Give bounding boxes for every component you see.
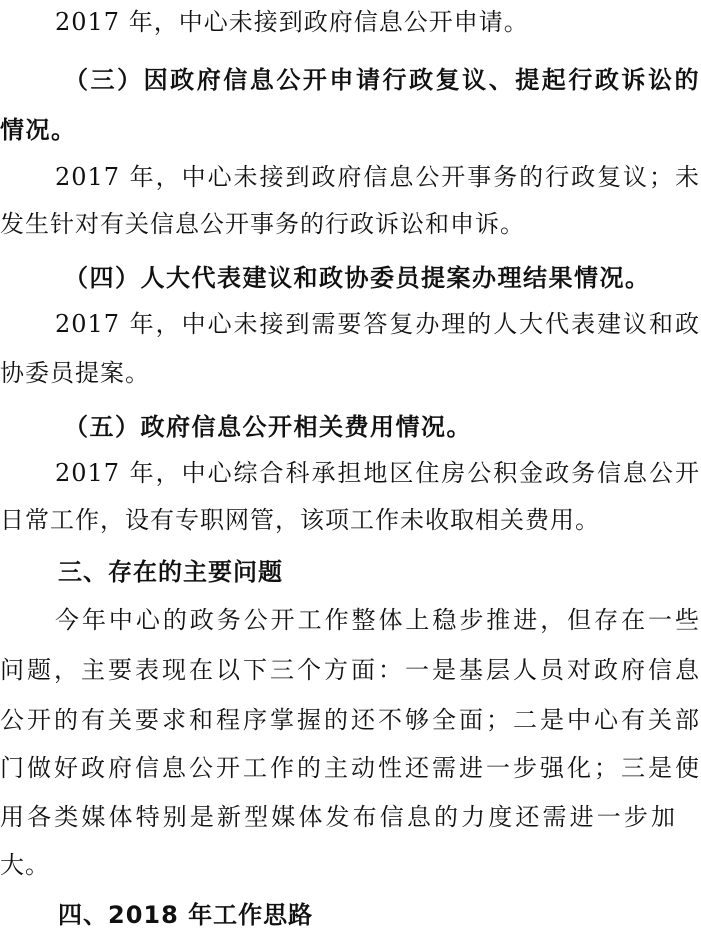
subsection-heading: （四）人大代表建议和政协委员提案办理结果情况。 — [64, 264, 651, 292]
paragraph-line: 大。 — [0, 851, 50, 879]
paragraph-line: 协委员提案。 — [0, 359, 150, 387]
paragraph-line: 门做好政府信息公开工作的主动性还需进一步强化；三是使 — [0, 754, 700, 782]
paragraph-line: 2017 年，中心未接到政府信息公开申请。 — [55, 8, 529, 36]
subsection-heading: （三）因政府信息公开申请行政复议、提起行政诉讼的 — [64, 66, 700, 94]
paragraph-line: 用各类媒体特别是新型媒体发布信息的力度还需进一步加 — [0, 803, 676, 831]
section-heading: 四、2018 年工作思路 — [58, 901, 314, 929]
subsection-heading-continued: 情况。 — [0, 116, 77, 144]
paragraph-line: 公开的有关要求和程序掌握的还不够全面；二是中心有关部 — [0, 706, 700, 734]
paragraph-line: 今年中心的政务公开工作整体上稳步推进，但存在一些 — [55, 606, 700, 634]
section-heading: 三、存在的主要问题 — [58, 558, 283, 586]
paragraph-line: 日常工作，设有专职网管，该项工作未收取相关费用。 — [0, 506, 600, 534]
subsection-heading: （五）政府信息公开相关费用情况。 — [64, 413, 472, 441]
paragraph-line: 问题，主要表现在以下三个方面：一是基层人员对政府信息 — [0, 656, 700, 684]
paragraph-line: 2017 年，中心综合科承担地区住房公积金政务信息公开 — [55, 459, 700, 487]
paragraph-line: 发生针对有关信息公开事务的行政诉讼和申诉。 — [0, 210, 525, 238]
paragraph-line: 2017 年，中心未接到政府信息公开事务的行政复议；未 — [55, 163, 700, 191]
paragraph-line: 2017 年，中心未接到需要答复办理的人大代表建议和政 — [55, 310, 700, 338]
